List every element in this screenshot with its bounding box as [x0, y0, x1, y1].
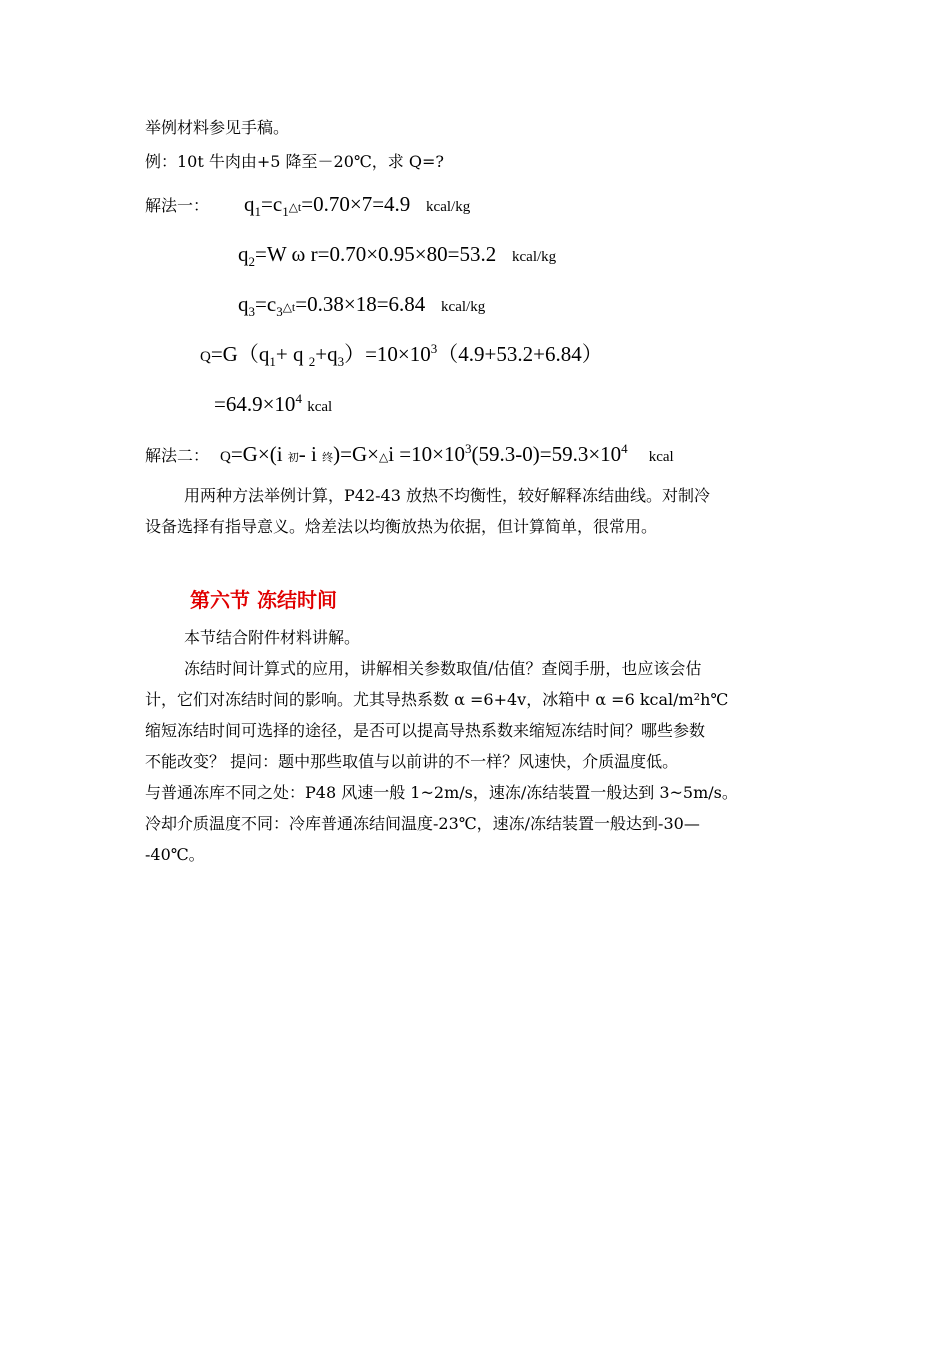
paragraph-line: 计，它们对冻结时间的影响。尤其导热系数 α =6+4v，冰箱中 α =6 kcal/m²h℃	[145, 690, 729, 709]
section-title: 第六节 冻结时间	[190, 588, 337, 612]
paragraph-line: 设备选择有指导意义。焓差法以均衡放热为依据，但计算简单，很常用。	[145, 517, 658, 536]
equation-q3: $q_3=c_3\triangle t=0.38\times 18=6.84$ kcal/kg	[238, 292, 486, 320]
paragraph-line: 本节结合附件材料讲解。	[184, 628, 361, 647]
method-label: 解法二：	[145, 446, 210, 465]
method-label: 解法一：	[145, 196, 210, 215]
equation-Q-result: $=64.9\times 10^4$ kcal	[214, 391, 333, 416]
paragraph-line: 不能改变？ 提问：题中那些取值与以前讲的不一样？风速快，介质温度低。	[145, 752, 679, 771]
text-line: 举例材料参见手稿。	[145, 118, 290, 137]
equation-Q: $Q=G(q_1+ q$ $_2+q_3)=10\times 10^3(4.9+53.2+6.84)$	[200, 341, 603, 370]
paragraph-line: -40℃。	[145, 845, 205, 864]
equation-q2: $q_2=W$ ω r=0.70×0.95×80=53.2 kcal/kg	[238, 242, 557, 270]
equation-method2: Q=G×(i 初- i 终)=G×△i $=10\times 10^3(59.3-0)=59.3\times 10^4$ kcal	[220, 441, 674, 466]
paragraph-line: 冻结时间计算式的应用，讲解相关参数取值/估值？查阅手册，也应该会估	[184, 659, 702, 678]
text-line: 例：10t 牛肉由+5 降至－20℃，求 Q=?	[145, 152, 444, 171]
paragraph-line: 缩短冻结时间可选择的途径，是否可以提高导热系数来缩短冻结时间？哪些参数	[145, 721, 706, 740]
paragraph-line: 冷却介质温度不同：冷库普通冻结间温度-23℃，速冻/冻结装置一般达到-30—	[145, 814, 700, 833]
paragraph-line: 与普通冻库不同之处：P48 风速一般 1~2m/s，速冻/冻结装置一般达到 3~5m/s。	[145, 783, 738, 802]
equation-q1: $q_1=c_1\triangle t=0.70\times 7=4.9$ kcal/kg	[244, 192, 471, 220]
paragraph-line: 用两种方法举例计算，P42-43 放热不均衡性，较好解释冻结曲线。对制冷	[184, 486, 710, 505]
